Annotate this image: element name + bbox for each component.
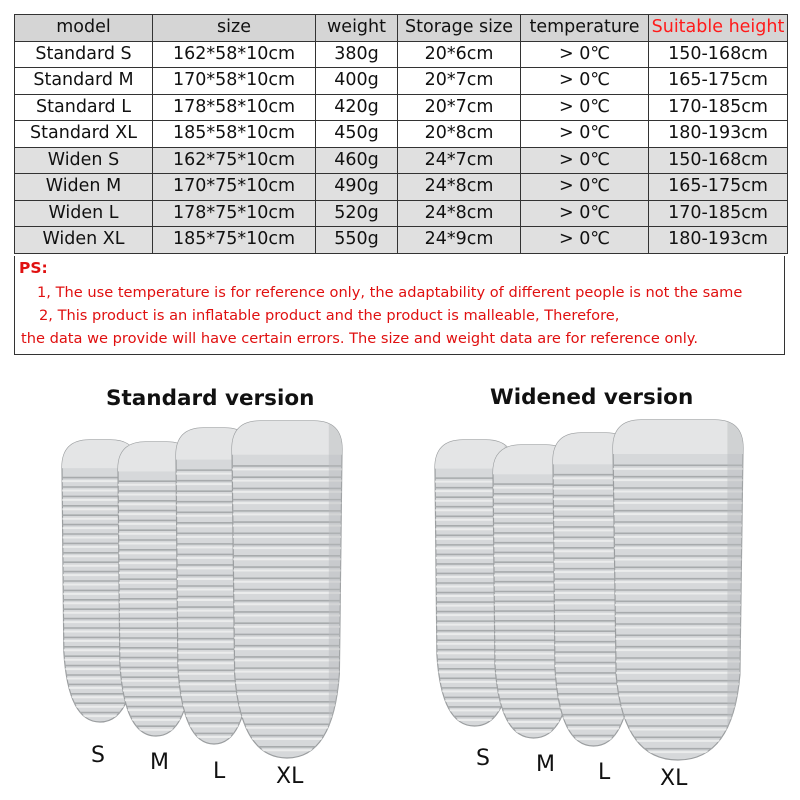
cell-height: 150-168cm xyxy=(649,147,788,174)
cell-height: 165-175cm xyxy=(649,174,788,201)
cell-storage: 20*8cm xyxy=(398,121,521,148)
standard-size-label-m: M xyxy=(150,750,169,775)
cell-weight: 400g xyxy=(316,68,398,95)
note-line-3: the data we provide will have certain errors. The size and weight data are for reference only. xyxy=(21,330,698,347)
cell-size: 170*58*10cm xyxy=(153,68,316,95)
cell-height: 180-193cm xyxy=(649,121,788,148)
column-header: weight xyxy=(316,15,398,42)
widened-size-label-xl: XL xyxy=(660,766,688,791)
cell-height: 180-193cm xyxy=(649,227,788,254)
cell-weight: 420g xyxy=(316,94,398,121)
column-header: model xyxy=(15,15,153,42)
cell-storage: 20*7cm xyxy=(398,94,521,121)
cell-height: 170-185cm xyxy=(649,200,788,227)
cell-temperature: > 0℃ xyxy=(521,68,649,95)
cell-storage: 20*7cm xyxy=(398,68,521,95)
cell-temperature: > 0℃ xyxy=(521,121,649,148)
cell-size: 178*75*10cm xyxy=(153,200,316,227)
column-header: size xyxy=(153,15,316,42)
standard-size-label-l: L xyxy=(213,759,226,784)
notes-label: PS: xyxy=(19,259,48,277)
cell-model: Widen S xyxy=(15,147,153,174)
widened-size-label-s: S xyxy=(476,746,490,771)
cell-model: Widen XL xyxy=(15,227,153,254)
column-header: temperature xyxy=(521,15,649,42)
standard-size-label-s: S xyxy=(91,743,105,768)
cell-model: Widen L xyxy=(15,200,153,227)
cell-size: 185*58*10cm xyxy=(153,121,316,148)
cell-model: Widen M xyxy=(15,174,153,201)
column-header: Suitable height xyxy=(649,15,788,42)
cell-model: Standard L xyxy=(15,94,153,121)
note-line-1: 1, The use temperature is for reference only, the adaptability of different people is not the same xyxy=(37,284,743,301)
cell-height: 170-185cm xyxy=(649,94,788,121)
cell-size: 185*75*10cm xyxy=(153,227,316,254)
cell-size: 162*75*10cm xyxy=(153,147,316,174)
cell-weight: 450g xyxy=(316,121,398,148)
cell-height: 150-168cm xyxy=(649,41,788,68)
note-line-2: 2, This product is an inflatable product and the product is malleable, Therefore, xyxy=(39,307,620,324)
standard-pad-xl xyxy=(232,421,342,758)
cell-weight: 550g xyxy=(316,227,398,254)
cell-temperature: > 0℃ xyxy=(521,94,649,121)
cell-weight: 460g xyxy=(316,147,398,174)
cell-size: 178*58*10cm xyxy=(153,94,316,121)
cell-storage: 24*7cm xyxy=(398,147,521,174)
cell-weight: 520g xyxy=(316,200,398,227)
widened-size-label-l: L xyxy=(598,760,611,785)
cell-storage: 24*9cm xyxy=(398,227,521,254)
cell-model: Standard S xyxy=(15,41,153,68)
cell-model: Standard M xyxy=(15,68,153,95)
cell-model: Standard XL xyxy=(15,121,153,148)
cell-storage: 24*8cm xyxy=(398,200,521,227)
cell-temperature: > 0℃ xyxy=(521,41,649,68)
cell-weight: 380g xyxy=(316,41,398,68)
cell-temperature: > 0℃ xyxy=(521,147,649,174)
cell-storage: 24*8cm xyxy=(398,174,521,201)
standard-version-title: Standard version xyxy=(106,386,315,411)
cell-temperature: > 0℃ xyxy=(521,227,649,254)
cell-height: 165-175cm xyxy=(649,68,788,95)
standard-size-label-xl: XL xyxy=(276,764,304,789)
column-header: Storage size xyxy=(398,15,521,42)
widened-pad-xl xyxy=(613,420,743,760)
cell-size: 162*58*10cm xyxy=(153,41,316,68)
cell-size: 170*75*10cm xyxy=(153,174,316,201)
cell-temperature: > 0℃ xyxy=(521,200,649,227)
cell-temperature: > 0℃ xyxy=(521,174,649,201)
cell-storage: 20*6cm xyxy=(398,41,521,68)
cell-weight: 490g xyxy=(316,174,398,201)
widened-version-title: Widened version xyxy=(490,385,694,410)
widened-size-label-m: M xyxy=(536,752,555,777)
